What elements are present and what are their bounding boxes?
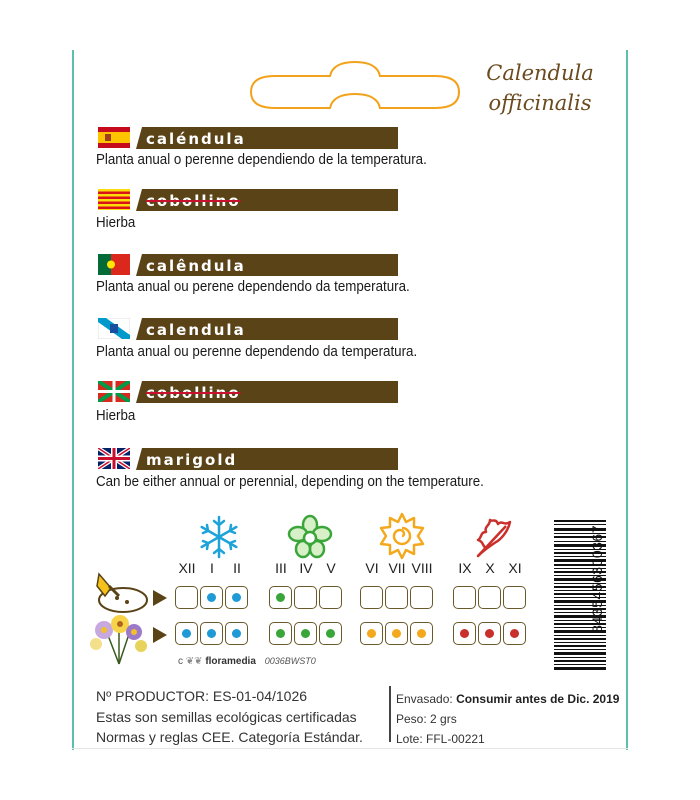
catalonia-flag-icon [98, 189, 130, 210]
sowing-cell [294, 586, 317, 609]
basque-flag-icon [98, 381, 130, 402]
orange-dot [417, 629, 426, 638]
common-name: calêndula [146, 257, 246, 275]
month-label: V [326, 560, 336, 576]
galicia-flag-icon [98, 318, 130, 339]
description: Planta anual ou perene dependendo da temperatura. [96, 279, 410, 295]
blue-dot [232, 593, 241, 602]
sowing-cell [385, 586, 408, 609]
orange-dot [367, 629, 376, 638]
common-name: marigold [146, 451, 238, 469]
description: Can be either annual or perennial, depending on the temperature. [96, 474, 484, 490]
product-code: 0036BWST0 [264, 656, 316, 666]
floramedia-logo: c ❦❦ floramedia 0036BWST0 [178, 656, 316, 667]
month-label: III [275, 560, 287, 576]
flowering-cell [175, 622, 198, 645]
sowing-cell [360, 586, 383, 609]
red-dot [485, 629, 494, 638]
flowering-cell [200, 622, 223, 645]
flowering-cell [410, 622, 433, 645]
footer-divider [389, 686, 391, 742]
packet-bottom-edge [72, 748, 628, 749]
green-dot [326, 629, 335, 638]
arrow-icon [153, 627, 167, 643]
arrow-icon [153, 590, 167, 606]
month-label: XII [178, 560, 196, 576]
packet-right-edge [626, 50, 628, 750]
sowing-cell [175, 586, 198, 609]
flowering-cell [385, 622, 408, 645]
blue-dot [207, 593, 216, 602]
red-dot [460, 629, 469, 638]
packaging-info [396, 692, 619, 706]
scientific-name-line1: Calendula [486, 61, 594, 85]
flower-bouquet-icon [86, 610, 152, 666]
common-name: calendula [146, 321, 246, 339]
sowing-cell [478, 586, 501, 609]
red-dot [510, 629, 519, 638]
month-label: I [210, 560, 214, 576]
sowing-cell [269, 586, 292, 609]
flowering-cell [294, 622, 317, 645]
lot-number: Lote: FFL-00221 [396, 732, 485, 746]
month-label: IX [458, 560, 472, 576]
hang-tab-outline [245, 58, 465, 118]
organic-certification: Estas son semillas ecológicas certificadas [96, 709, 357, 725]
sowing-cell [410, 586, 433, 609]
scientific-name [470, 58, 610, 118]
blue-dot [207, 629, 216, 638]
eec-norms: Normas y reglas CEE. Categoría Estándar. [96, 729, 363, 745]
month-label: IV [299, 560, 313, 576]
description: Planta anual ou perenne dependendo da temperatura. [96, 344, 418, 360]
sowing-cell [453, 586, 476, 609]
month-label: XI [508, 560, 522, 576]
flowering-cell [478, 622, 501, 645]
flowering-cell [453, 622, 476, 645]
barcode-digits: 8435456300367 [589, 525, 605, 633]
weight: Peso: 2 grs [396, 712, 457, 726]
blue-dot [182, 629, 191, 638]
flowering-cell [225, 622, 248, 645]
green-dot [301, 629, 310, 638]
sun-icon [378, 512, 426, 560]
green-dot [276, 593, 285, 602]
portugal-flag-icon [98, 254, 130, 275]
sowing-cell [225, 586, 248, 609]
green-dot [276, 629, 285, 638]
description: Planta anual o perenne dependiendo de la temperatura. [96, 152, 427, 168]
flowering-cell [319, 622, 342, 645]
month-label: VI [365, 560, 379, 576]
producer-number: Nº PRODUCTOR: ES-01-04/1026 [96, 688, 308, 704]
description: Hierba [96, 408, 136, 424]
flower-icon [287, 514, 333, 560]
month-label: VII [388, 560, 406, 576]
scientific-name-line2: officinalis [488, 91, 592, 115]
orange-dot [392, 629, 401, 638]
blue-dot [232, 629, 241, 638]
snowflake-icon [196, 514, 242, 560]
uk-flag-icon [98, 448, 130, 469]
description: Hierba [96, 215, 136, 231]
common-name: caléndula [146, 130, 246, 148]
brand-name: floramedia [205, 656, 256, 667]
expiry-date: Consumir antes de Dic. 2019 [456, 692, 620, 706]
flowering-cell [360, 622, 383, 645]
common-name: cobollino [146, 192, 241, 210]
month-label: VIII [411, 560, 433, 576]
copyright-symbol: c [178, 656, 183, 667]
common-name: cobollino [146, 384, 241, 402]
month-label: X [485, 560, 495, 576]
flowering-cell [503, 622, 526, 645]
flowering-cell [269, 622, 292, 645]
shovel-seed-icon [93, 570, 153, 614]
oak-leaf-icon [470, 512, 524, 562]
sowing-cell [319, 586, 342, 609]
packet-left-edge [72, 50, 74, 750]
packaged-label: Envasado: [396, 692, 453, 706]
spain-flag-icon [98, 127, 130, 148]
sowing-cell [200, 586, 223, 609]
sowing-cell [503, 586, 526, 609]
month-label: II [233, 560, 241, 576]
